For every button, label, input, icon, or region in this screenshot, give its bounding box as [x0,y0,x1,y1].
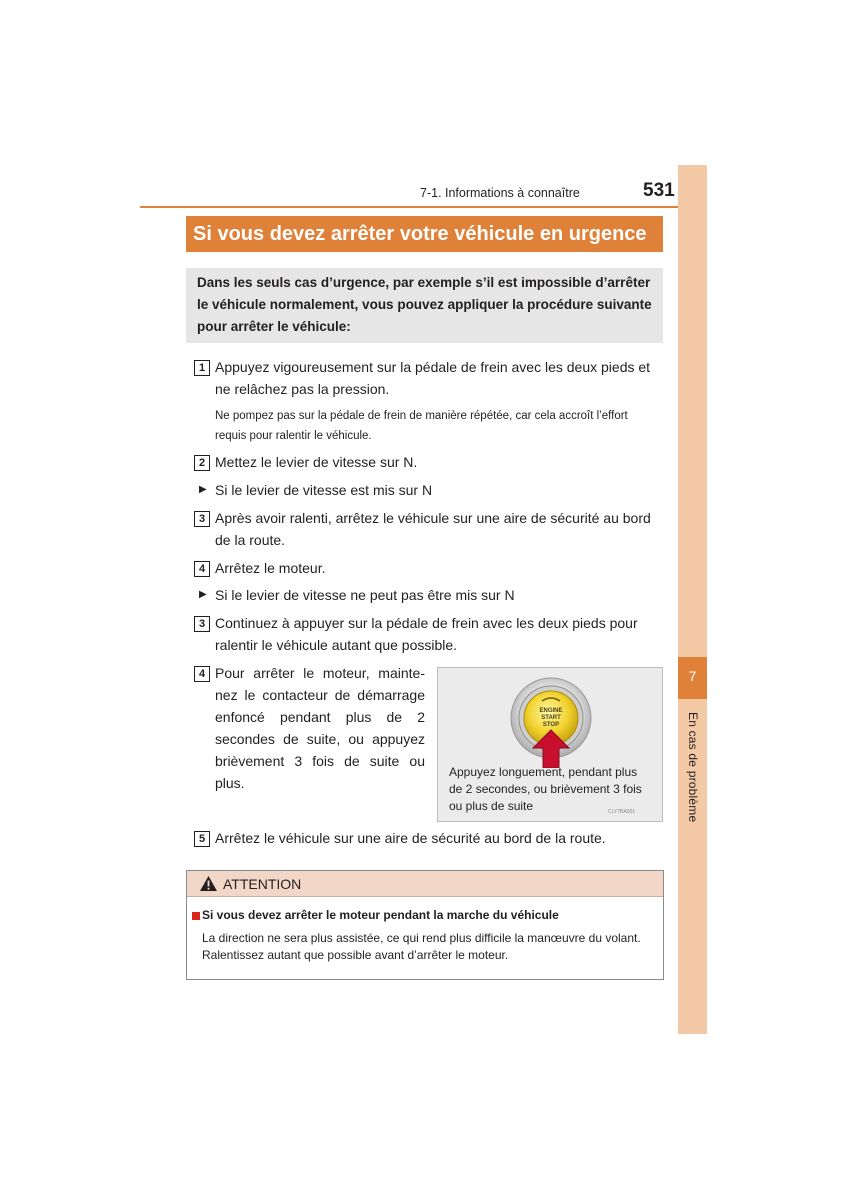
step-line: nez le contacteur de démarrage [215,687,425,703]
step-line: secondes de suite, ou appuyez [215,731,425,747]
condition-text: Si le levier de vitesse ne peut pas être mis sur N [215,587,515,603]
step-number: 3 [194,616,210,632]
header-rule [140,206,678,208]
chapter-label: En cas de problème [686,712,700,823]
step-number: 4 [194,666,210,682]
step-line: Mettez le levier de vitesse sur N. [215,454,418,470]
attention-body [202,930,657,964]
step-line: brièvement 3 fois de suite ou [215,753,425,769]
step-note: requis pour ralentir le véhicule. [215,430,372,442]
step-number: 4 [194,561,210,577]
attention-line: Ralentissez autant que possible avant d’arrêter le moteur. [202,948,509,962]
caption-line: de 2 secondes, ou brièvement 3 fois [449,782,642,796]
section-title: Si vous devez arrêter votre véhicule en urgence [186,216,663,252]
step-line: Après avoir ralenti, arrêtez le véhicule sur une aire de sécurité au bord [215,510,651,526]
warning-icon [199,875,218,892]
step-number: 1 [194,360,210,376]
step-line: enfoncé pendant plus de 2 [215,709,425,725]
intro-box [186,268,663,343]
figure-caption [449,764,654,815]
step-line: de la route. [215,532,286,548]
button-label: ENGINE [539,708,563,714]
side-strip-top [678,165,707,657]
header-section-title: 7-1. Informations à connaître [420,186,580,200]
red-square-bullet-icon [192,912,200,920]
button-label: START [541,715,561,721]
attention-line: La direction ne sera plus assistée, ce qui rend plus difficile la manœuvre du volant. [202,931,641,945]
engine-start-button-icon [438,668,662,768]
step-number: 3 [194,511,210,527]
triangle-bullet-icon: ▶ [199,484,207,495]
caption-line: ou plus de suite [449,799,534,813]
step-note: Ne pompez pas sur la pédale de frein de manière répétée, car cela accroît l’effort [215,410,628,422]
step-line: Appuyez vigoureusement sur la pédale de frein avec les deux pieds et [215,359,651,375]
page-number: 531 [643,180,675,201]
intro-text: Dans les seuls cas d’urgence, par exemple s’il est impossible d’arrêter le véhicule normalement, vous pouvez appliquer la procédure suivante pour arrêter le véhicule: [197,275,652,334]
caption-line: Appuyez longuement, pendant plus [449,765,638,779]
chapter-tab: 7 [678,657,707,699]
step-line: Arrêtez le véhicule sur une aire de sécurité au bord de la route. [215,830,606,846]
step-line: Arrêtez le moteur. [215,560,326,576]
attention-subtitle: Si vous devez arrêter le moteur pendant la marche du véhicule [202,908,559,922]
step-line: ne relâchez pas la pression. [215,381,390,397]
attention-title: ATTENTION [223,876,302,892]
step-line: ralentir le véhicule autant que possible. [215,637,458,653]
figure-code: CLY7BA001 [608,809,636,815]
condition-text: Si le levier de vitesse est mis sur N [215,482,433,498]
step-number: 5 [194,831,210,847]
triangle-bullet-icon: ▶ [199,589,207,600]
step-line: Pour arrêter le moteur, mainte- [215,665,425,681]
step-number: 2 [194,455,210,471]
step-line: Continuez à appuyer sur la pédale de frein avec les deux pieds pour [215,615,638,631]
step-line: plus. [215,775,245,791]
button-label: STOP [542,722,560,728]
